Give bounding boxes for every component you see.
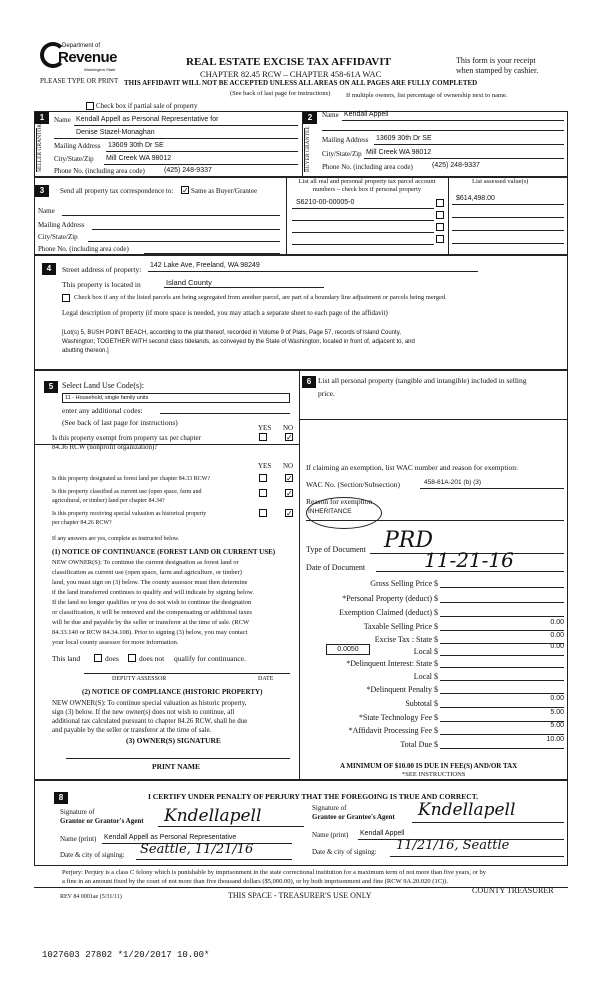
if-any-yes: If any answers are yes, complete as instructed below. [52,536,180,542]
no-header-2: NO [283,462,294,470]
multiple-owners-note: If multiple owners, list percentage of ownership next to name. [346,92,508,99]
dollar-sign: $ [434,713,438,722]
personal-property-checkbox-4[interactable] [436,235,444,243]
notice-continuance-line: If the land no longer qualifies or you do not wish to continue the designation [52,599,252,606]
same-as-buyer-label: Same as Buyer/Grantee [191,187,258,195]
q1-no-checkbox[interactable]: ✓ [286,433,293,442]
exemption-deduct-label: Exemption Claimed (deduct) [339,608,432,617]
q4-yes-checkbox[interactable] [259,509,267,517]
deputy-date-label: DATE [258,676,274,682]
dollar-sign: $ [434,740,438,749]
q1-line1: Is this property exempt from property tax per chapter [52,434,201,442]
see-instructions-note: *SEE INSTRUCTIONS [402,771,466,778]
receipt-line1: This form is your receipt [456,56,536,65]
additional-codes-label: enter any additional codes: [62,406,143,415]
reason-label: Reason for exemption [306,497,373,506]
county-label: This property is located in [62,280,141,289]
state-fee-label: *State Technology Fee [358,713,432,722]
delinquent-penalty-label: *Delinquent Penalty [366,685,432,694]
grantee-date-city[interactable]: 11/21/16, Seattle [396,838,510,853]
q2-yes-checkbox[interactable] [259,474,267,482]
form-title: REAL ESTATE EXCISE TAX AFFIDAVIT [186,56,391,68]
does-not-checkbox[interactable] [128,654,136,662]
buyer-phone-label: Phone No. (including area code) [322,163,413,171]
corr-phone-label: Phone No. (including area code) [38,245,129,253]
correspondence-label: Send all property tax correspondence to: [60,187,174,195]
corr-address-label: Mailing Address [38,221,85,229]
section-5-marker: 5 [44,381,58,393]
total-due-value: 10.00 [546,736,564,743]
form-revision: REV 84 0001ae (5/31/11) [60,894,122,900]
buyer-address-value[interactable]: 13609 30th Dr SE [376,135,432,142]
qualify-label: qualify for continuance. [174,654,246,663]
receipt-line2: when stamped by cashier. [456,66,539,75]
does-checkbox[interactable] [94,654,102,662]
dollar-sign: $ [434,699,438,708]
assessed-value-1[interactable]: $614,498.00 [456,195,495,202]
delinquent-interest-label: *Delinquent Interest: State [346,659,432,668]
gross-label: Gross Selling Price [370,579,432,588]
legal-text-1: [Lot(s) 5, BUSH POINT BEACH, according to the plat thereof, recorded in Volume 9 of Plats, Page 57, records of Island County, [62,330,401,336]
recording-stamp: 1027603 27802 *1/20/2017 10.00* [42,950,210,960]
grantee-signature[interactable]: Kndellapell [418,800,516,820]
same-as-buyer-checkbox[interactable]: ✓ [182,186,189,195]
date-doc-label: Date of Document [306,563,366,572]
subtotal-value: 0.00 [550,695,564,702]
buyer-city-value[interactable]: Mill Creek WA 98012 [366,149,432,156]
notice-compliance-title: (2) NOTICE OF COMPLIANCE (HISTORIC PROPERTY) [82,688,263,696]
reason-value[interactable]: INHERITANCE [308,508,352,515]
seller-address-label: Mailing Address [54,142,101,150]
dollar-sign: $ [434,726,438,735]
seller-phone-label: Phone No. (including area code) [54,167,145,175]
type-doc-value[interactable]: PRD [384,528,434,553]
buyer-phone-value[interactable]: (425) 248-9337 [432,162,480,169]
form-chapter: CHAPTER 82.45 RCW – CHAPTER 458-61A WAC [200,69,382,79]
parcel-header: List all real and personal property tax parcel account numbers – check box if personal property [298,178,436,193]
dollar-sign: $ [434,594,438,603]
dept-logo-text: Revenue [58,49,118,66]
wac-value[interactable]: 458-61A-201 (b) (3) [424,479,482,486]
treasurer-use-label: THIS SPACE - TREASURER'S USE ONLY [228,891,372,900]
q3-yes-checkbox[interactable] [259,489,267,497]
legal-label: Legal description of property (if more space is needed, you may attach a separate sheet to each page of the affidavit) [62,309,388,317]
grantee-sig-label2: Grantee or Grantee's Agent [312,813,395,821]
segregated-label: Check box if any of the listed parcels are being segregated from another parcel, are part of a boundary line adjustment or parcels being merged. [74,294,447,301]
dollar-sign: $ [434,608,438,617]
yes-header-1: YES [258,424,272,432]
grantor-sig-label1: Signature of [60,808,95,816]
q2-no-checkbox[interactable]: ✓ [286,474,293,483]
dollar-sign: $ [434,659,438,668]
legal-text-2: Washington; TOGETHER WITH second class tidelands, as conveyed by the State of Washington, located in front of, adjacent to, and [62,339,415,345]
q4-line2: per chapter 84.26 RCW? [52,520,112,526]
section-6-marker: 6 [302,376,316,388]
affidavit-fee-label: *Affidavit Processing Fee [348,726,432,735]
excise-state-value: 0.00 [550,632,564,639]
subtotal-label: Subtotal [405,699,432,708]
land-use-label: Select Land Use Code(s): [62,381,144,390]
partial-sale-checkbox[interactable] [86,102,94,110]
seller-address-value[interactable]: 13609 30th Dr SE [108,142,164,149]
exemption-claim-label: If claiming an exemption, list WAC number and reason for exemption: [306,463,519,472]
excise-local-label: Local [413,647,432,656]
q1-yes-checkbox[interactable] [259,433,267,441]
notice-continuance-line: or classification, it will be removed and the compensating or additional taxes [52,609,252,616]
county-treasurer-label: COUNTY TREASURER [472,886,554,895]
q4-line1: Is this property receiving special valuation as historical property [52,511,207,517]
land-use-code-field[interactable]: 11 - Household, single family units [62,393,290,403]
seller-city-label: City/State/Zip [54,155,94,163]
notice-continuance-line: if the land transferred continues to qualify and will indicate by signing below. [52,589,254,596]
grantee-date-label: Date & city of signing: [312,848,377,856]
notice-continuance-line: NEW OWNER(S): To continue the current designation as forest land or [52,559,239,566]
q3-no-checkbox[interactable]: ✓ [286,489,293,498]
excise-state-label: Excise Tax : State [374,635,432,644]
personal-property-text2: price. [318,389,335,398]
no-header-1: NO [283,424,294,432]
land-use-back-note: (See back of last page for instructions) [62,418,178,427]
dollar-sign: $ [434,622,438,631]
corr-name-label: Name [38,207,55,215]
q1-line2: 84.36 RCW (nonprofit organization)? [52,443,158,451]
affidavit-fee-value: 5.00 [550,722,564,729]
dept-state: Washington State [84,67,116,72]
street-value[interactable]: 142 Lake Ave, Freeland, WA 98249 [150,262,260,269]
county-value[interactable]: Island County [166,278,212,287]
dollar-sign: $ [434,635,438,644]
notice-continuance-line: will be due and payable by the seller or transferor at the time of sale. (RCW [52,619,250,626]
grantee-sig-label1: Signature of [312,804,347,812]
excise-local-value: 0.00 [550,643,564,650]
grantor-sig-label2: Grantor or Grantor's Agent [60,817,144,825]
seller-side-label: SELLER GRANTOR [36,128,48,172]
segregated-checkbox[interactable] [62,294,70,302]
dept-label: Department of [62,43,101,49]
reason-circle [306,497,382,529]
back-note: (See back of last page for instructions) [230,90,331,97]
section-3-marker: 3 [35,185,49,197]
notice-continuance-line: 84.33.140 or RCW 84.34.108). Prior to signing (3) below, you may contact [52,629,248,636]
section-8-marker: 8 [54,792,68,804]
section-4-marker: 4 [42,263,56,275]
please-type: PLEASE TYPE OR PRINT [40,77,119,85]
seller-name-value[interactable]: Kendall Appell as Personal Representative for [76,116,219,123]
perjury-line1: Perjury: Perjury is a class C felony which is punishable by imprisonment in the state correctional institution for a maximum term of not more than five years, or by [62,869,487,876]
yes-header-2: YES [258,462,272,470]
q4-no-checkbox[interactable]: ✓ [286,509,293,518]
personal-property-text1: List all personal property (tangible and intangible) included in selling [318,376,527,385]
notice-compliance-line: additional tax calculated pursuant to chapter 84.26 RCW, shall be due [52,717,248,725]
local-rate-field[interactable]: 0.0050 [326,644,370,655]
total-due-label: Total Due [400,740,432,749]
form-warning: THIS AFFIDAVIT WILL NOT BE ACCEPTED UNLESS ALL AREAS ON ALL PAGES ARE FULLY COMPLETED [124,79,478,87]
notice-compliance-line: sign (3) below. If the new owner(s) does not wish to continue, all [52,708,235,716]
grantor-date-city[interactable]: Seattle, 11/21/16 [140,842,254,857]
delinquent-local-label: Local [413,672,432,681]
grantee-name-label: Name (print) [312,831,349,839]
notice-continuance-line: land, you must sign on (3) below. The county assessor must then determine [52,579,248,586]
personal-deduct-label: *Personal Property (deduct) [342,594,432,603]
personal-property-checkbox-3[interactable] [436,223,444,231]
buyer-city-label: City/State/Zip [322,150,362,158]
dollar-sign: $ [434,672,438,681]
minimum-due-note: A MINIMUM OF $10.00 IS DUE IN FEE(S) AND/OR TAX [340,762,518,770]
legal-text-3: abutting thereon.] [62,348,109,354]
notice-compliance-line: and payable by the seller or transferor at the time of sale. [52,726,212,734]
grantee-name-value[interactable]: Kendall Appell [360,830,405,837]
street-label: Street address of property: [62,265,142,274]
state-fee-value: 5.00 [550,709,564,716]
date-doc-value[interactable]: 11-21-16 [424,548,514,572]
dollar-sign: $ [434,647,438,656]
notice-continuance-title: (1) NOTICE OF CONTINUANCE (FOREST LAND OR CURRENT USE) [52,548,276,556]
notice-continuance-line: your local county assessor for more information. [52,639,179,646]
grantor-date-label: Date & city of signing: [60,851,125,859]
this-land-label: This land [52,654,81,663]
certify-statement: I CERTIFY UNDER PENALTY OF PERJURY THAT THE FOREGOING IS TRUE AND CORRECT. [148,792,479,801]
notice-compliance-line: NEW OWNER(S): To continue special valuation as historic property, [52,699,247,707]
deputy-assessor-label: DEPUTY ASSESSOR [112,676,167,682]
personal-property-checkbox-1[interactable] [436,199,444,207]
grantor-name-label: Name (print) [60,835,97,843]
wac-label: WAC No. (Section/Subsection) [306,480,400,489]
does-label: does [105,654,119,663]
parcel-number-1[interactable]: S6210-00-00005-0 [296,199,355,206]
corr-city-label: City/State/Zip [38,233,78,241]
q3-line1: Is this property classified as current use (open space, farm and [52,489,202,495]
buyer-side-label: BUYER GRANTEE [304,128,316,172]
buyer-address-label: Mailing Address [322,136,369,144]
buyer-name-label: Name [322,111,339,119]
dollar-sign: $ [434,579,438,588]
grantor-signature[interactable]: Kndellapell [164,806,262,826]
notice-continuance-line: classification as current use (open space, farm and agriculture, or timber) [52,569,242,576]
section-2-marker: 2 [303,112,317,124]
seller-city-value[interactable]: Mill Creek WA 98012 [106,155,172,162]
personal-property-checkbox-2[interactable] [436,211,444,219]
grantor-name-value[interactable]: Kendall Appell as Personal Representative [104,834,237,841]
perjury-line2: a fine in an amount fixed by the court of not more than five thousand dollars ($5,000.00), or by both imprisonment and fine (RCW 9A.20.020 (1C)). [62,878,449,885]
seller-name-value2[interactable]: Denise Stazel-Monaghan [76,129,155,136]
partial-sale-label: Check box if partial sale of property [96,102,198,110]
q3-line2: agricultural, or timber) land per chapter 84.34? [52,498,165,504]
seller-phone-value[interactable]: (425) 248-9337 [164,167,212,174]
taxable-value: 0.00 [550,619,564,626]
print-name-label: PRINT NAME [152,762,200,771]
buyer-name-value[interactable]: Kendall Appell [344,111,389,118]
q2-text: Is this property designated as forest land per chapter 84.33 RCW? [52,476,211,482]
seller-name-label: Name [54,116,71,124]
dollar-sign: $ [434,685,438,694]
owner-signature-label: (3) OWNER(S) SIGNATURE [126,736,221,745]
section-1-marker: 1 [35,112,49,124]
does-not-label: does not [139,654,165,663]
taxable-label: Taxable Selling Price [363,622,432,631]
assessed-header: List assessed value(s) [472,178,529,185]
type-doc-label: Type of Document [306,545,366,554]
